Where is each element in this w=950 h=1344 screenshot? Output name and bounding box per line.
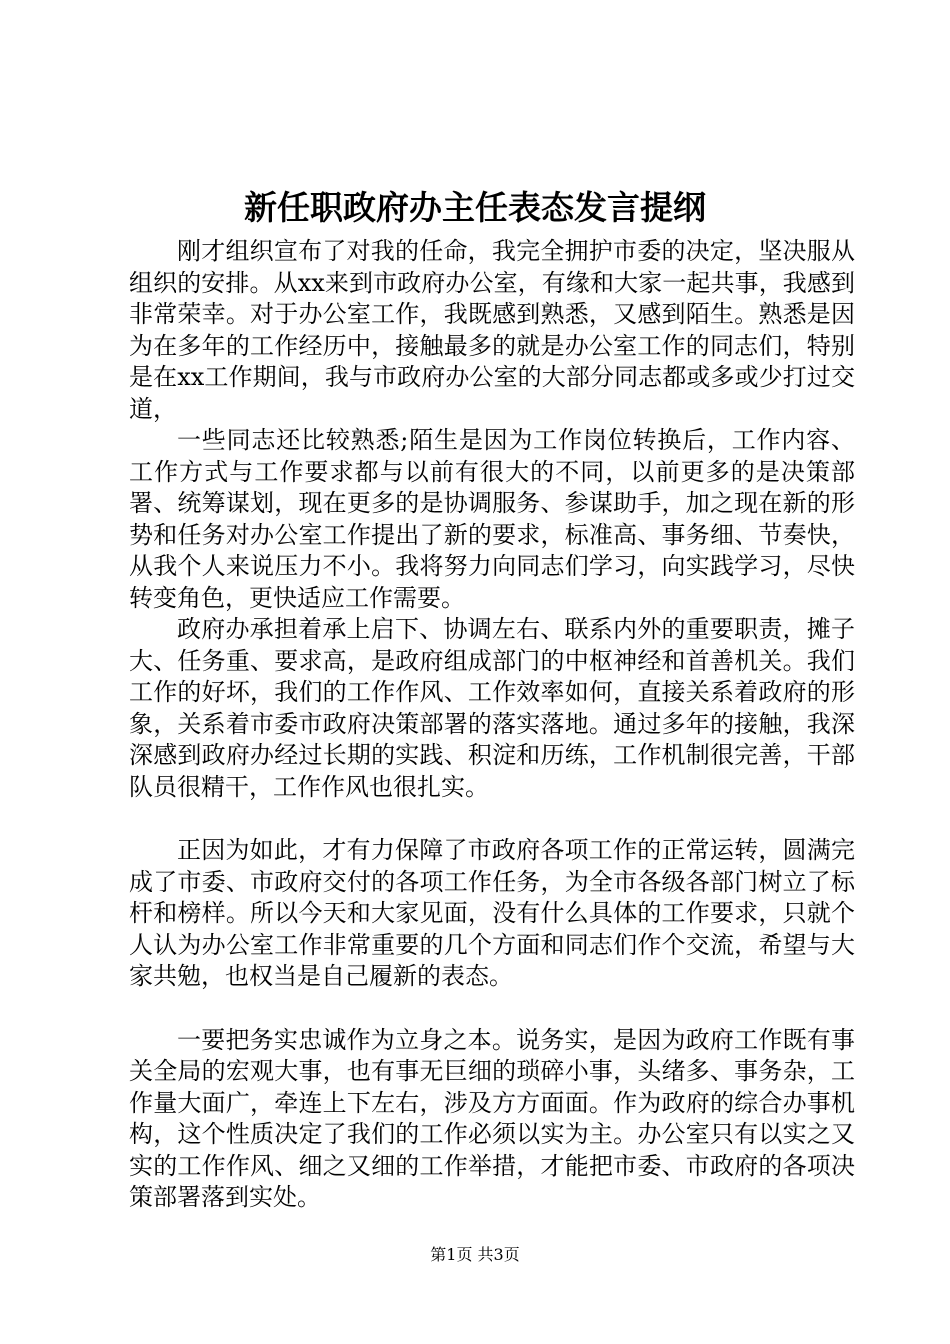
document-title: 新任职政府办主任表态发言提纲 xyxy=(244,188,706,227)
paragraph-5: 一要把务实忠诚作为立身之本。说务实，是因为政府工作既有事关全局的宏观大事，也有事无巨细的琐碎小事，头绪多、事务杂，工作量大面广，牵连上下左右，涉及方方面面。作为政府的综合办事机构，这个性质决定了我们的工作必须以实为主。办公室只有以实之又实的工作作风、细之又细的工作举措，才能把市委、市政府的各项决策部署落到实处。 xyxy=(129,1025,855,1211)
document-body xyxy=(129,236,855,1214)
paragraph-2: 一些同志还比较熟悉;陌生是因为工作岗位转换后，工作内容、工作方式与工作要求都与以前有很大的不同，以前更多的是决策部署、统筹谋划，现在更多的是协调服务、参谋助手，加之现在新的形势和任务对办公室工作提出了新的要求，标准高、事务细、节奏快，从我个人来说压力不小。我将努力向同志们学习，向实践学习，尽快转变角色，更快适应工作需要。 xyxy=(129,426,855,612)
paragraph-4: 正因为如此，才有力保障了市政府各项工作的正常运转，圆满完成了市委、市政府交付的各项工作任务，为全市各级各部门树立了标杆和榜样。所以今天和大家见面，没有什么具体的工作要求，只就个人认为办公室工作非常重要的几个方面和同志们作个交流，希望与大家共勉，也权当是自己履新的表态。 xyxy=(129,836,855,990)
page-number-footer: 第1页 共3页 xyxy=(430,1245,520,1264)
paragraph-3: 政府办承担着承上启下、协调左右、联系内外的重要职责，摊子大、任务重、要求高，是政府组成部门的中枢神经和首善机关。我们工作的好坏，我们的工作作风、工作效率如何，直接关系着政府的形象，关系着市委市政府决策部署的落实落地。通过多年的接触，我深深感到政府办经过长期的实践、积淀和历练，工作机制很完善，干部队员很精干，工作作风也很扎实。 xyxy=(129,615,855,801)
paragraph-1: 刚才组织宣布了对我的任命，我完全拥护市委的决定，坚决服从组织的安排。从xx来到市政府办公室，有缘和大家一起共事，我感到非常荣幸。对于办公室工作，我既感到熟悉，又感到陌生。熟悉是因为在多年的工作经历中，接触最多的就是办公室工作的同志们，特别是在xx工作期间，我与市政府办公室的大部分同志都或多或少打过交道， xyxy=(129,237,855,423)
